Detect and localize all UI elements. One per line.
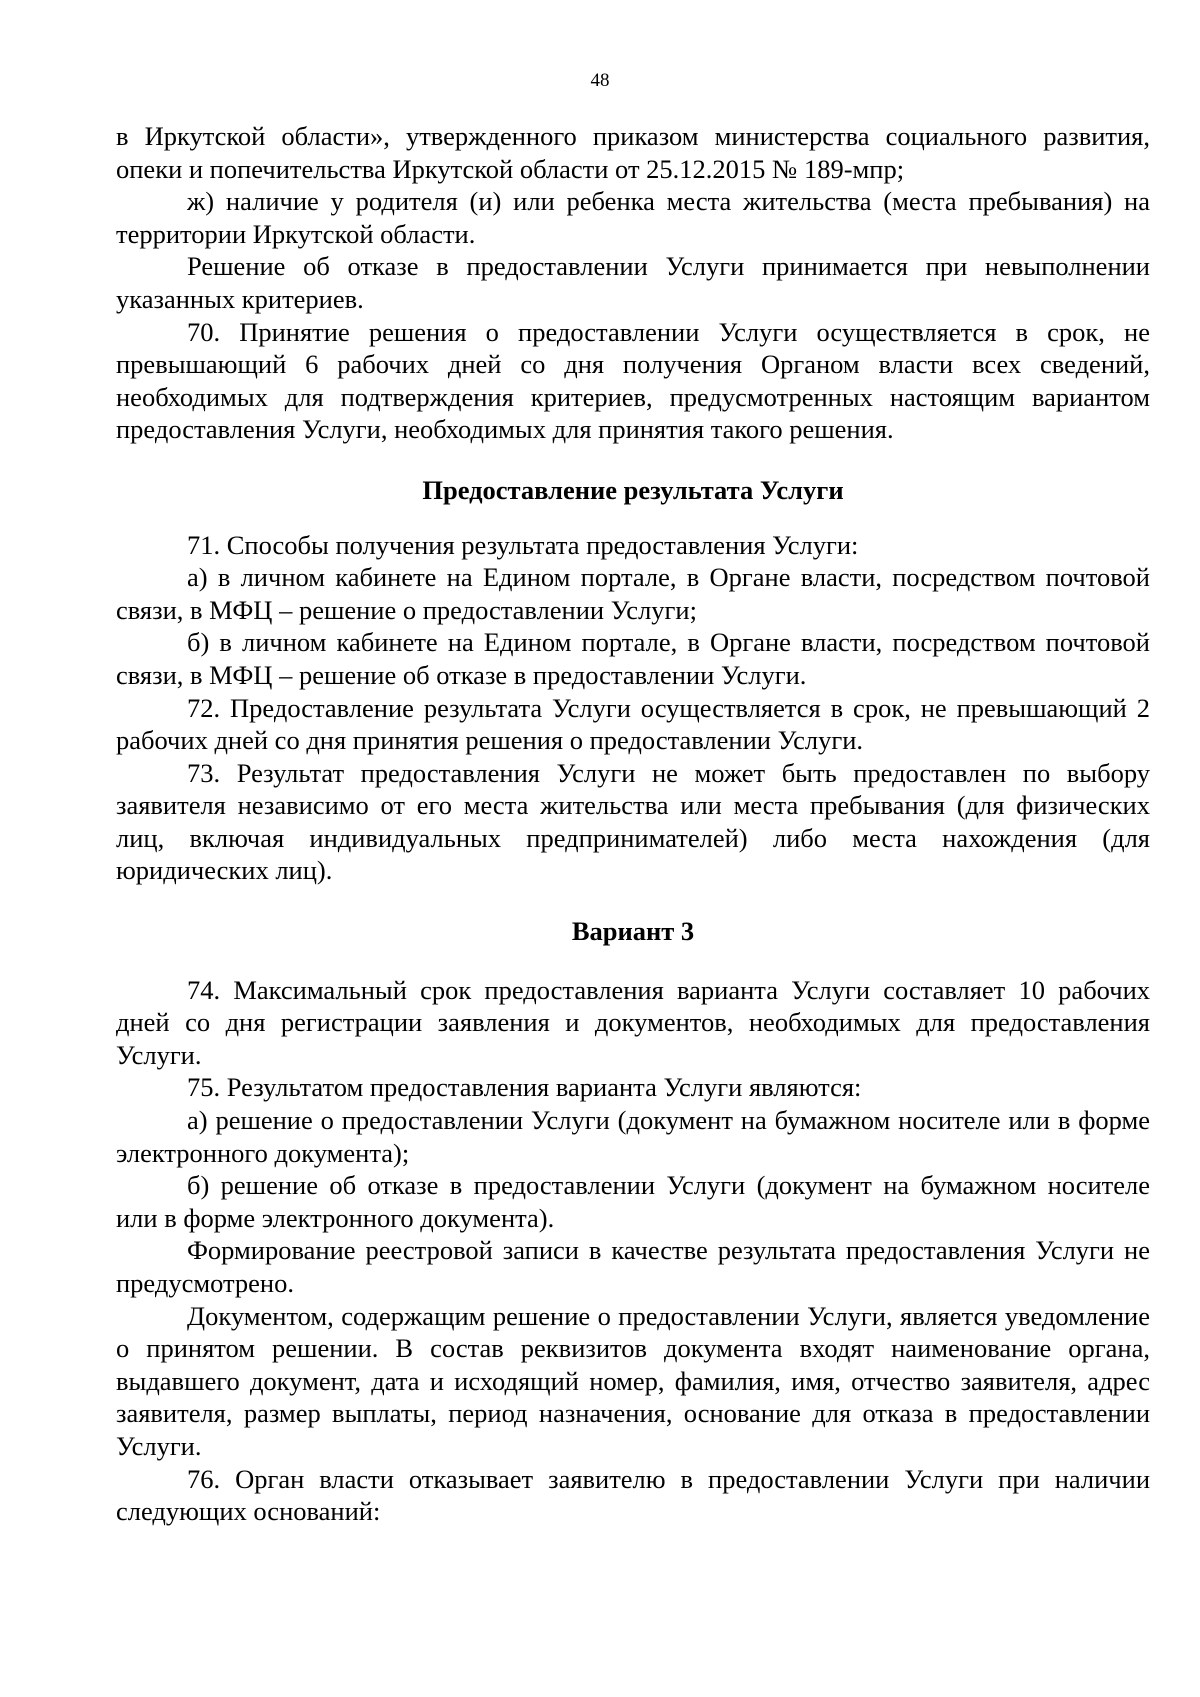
page-number: 48 — [590, 70, 610, 91]
paragraph-71-b: б) в личном кабинете на Едином портале, в Органе власти, посредством почтовой связи, в МФЦ – решение об отказе в предоставлении Услуги. — [116, 627, 1150, 690]
paragraph-70: 70. Принятие решения о предоставлении Услуги осуществляется в срок, не превышающий 6 рабочих дней со дня получения Органом власти всех сведений, необходимых для подтверждения критериев, предусмотренных настоящим вариантом предоставления Услуги, необходимых для принятия такого решения. — [116, 316, 1150, 445]
paragraph-73: 73. Результат предоставления Услуги не может быть предоставлен по выбору заявителя независимо от его места жительства или места пребывания (для физических лиц, включая индивидуальных предпринимателей) либо места нахождения (для юридических лиц). — [116, 757, 1150, 886]
paragraph-refusal-decision: Решение об отказе в предоставлении Услуги принимается при невыполнении указанных критериев. — [116, 251, 1150, 314]
paragraph-registry-record: Формирование реестровой записи в качестве результата предоставления Услуги не предусмотрено. — [116, 1235, 1150, 1298]
section-heading-result: Предоставление результата Услуги — [422, 474, 844, 505]
paragraph-75-b: б) решение об отказе в предоставлении Услуги (документ на бумажном носителе или в форме электронного документа). — [116, 1170, 1150, 1233]
paragraph-72: 72. Предоставление результата Услуги осуществляется в срок, не превышающий 2 рабочих дней со дня принятия решения о предоставлении Услуги. — [116, 692, 1150, 756]
paragraph-75-a: а) решение о предоставлении Услуги (документ на бумажном носителе или в форме электронного документа); — [116, 1105, 1150, 1168]
document-body — [116, 120, 1150, 1528]
paragraph-75: 75. Результатом предоставления варианта Услуги являются: — [187, 1072, 862, 1103]
paragraph-71: 71. Способы получения результата предоставления Услуги: — [187, 529, 859, 560]
paragraph-continuation: в Иркутской области», утвержденного приказом министерства социального развития, опеки и попечительства Иркутской области от 25.12.2015 № 189-мпр; — [116, 121, 1150, 184]
paragraph-decision-document: Документом, содержащим решение о предоставлении Услуги, является уведомление о принятом решении. В состав реквизитов документа входят наименование органа, выдавшего документ, дата и исходящий номер, фамилия, имя, отчество заявителя, адрес заявителя, размер выплаты, период назначения, основание для отказа в предоставлении Услуги. — [116, 1300, 1150, 1461]
section-heading-variant: Вариант 3 — [571, 916, 695, 947]
paragraph-71-a: а) в личном кабинете на Едином портале, в Органе власти, посредством почтовой связи, в МФЦ – решение о предоставлении Услуги; — [116, 562, 1150, 625]
paragraph-76: 76. Орган власти отказывает заявителю в предоставлении Услуги при наличии следующих оснований: — [116, 1463, 1150, 1527]
paragraph-item-zh: ж) наличие у родителя (и) или ребенка места жительства (места пребывания) на территории Иркутской области. — [116, 186, 1150, 249]
paragraph-74: 74. Максимальный срок предоставления варианта Услуги составляет 10 рабочих дней со дня регистрации заявления и документов, необходимых для предоставления Услуги. — [116, 974, 1150, 1070]
